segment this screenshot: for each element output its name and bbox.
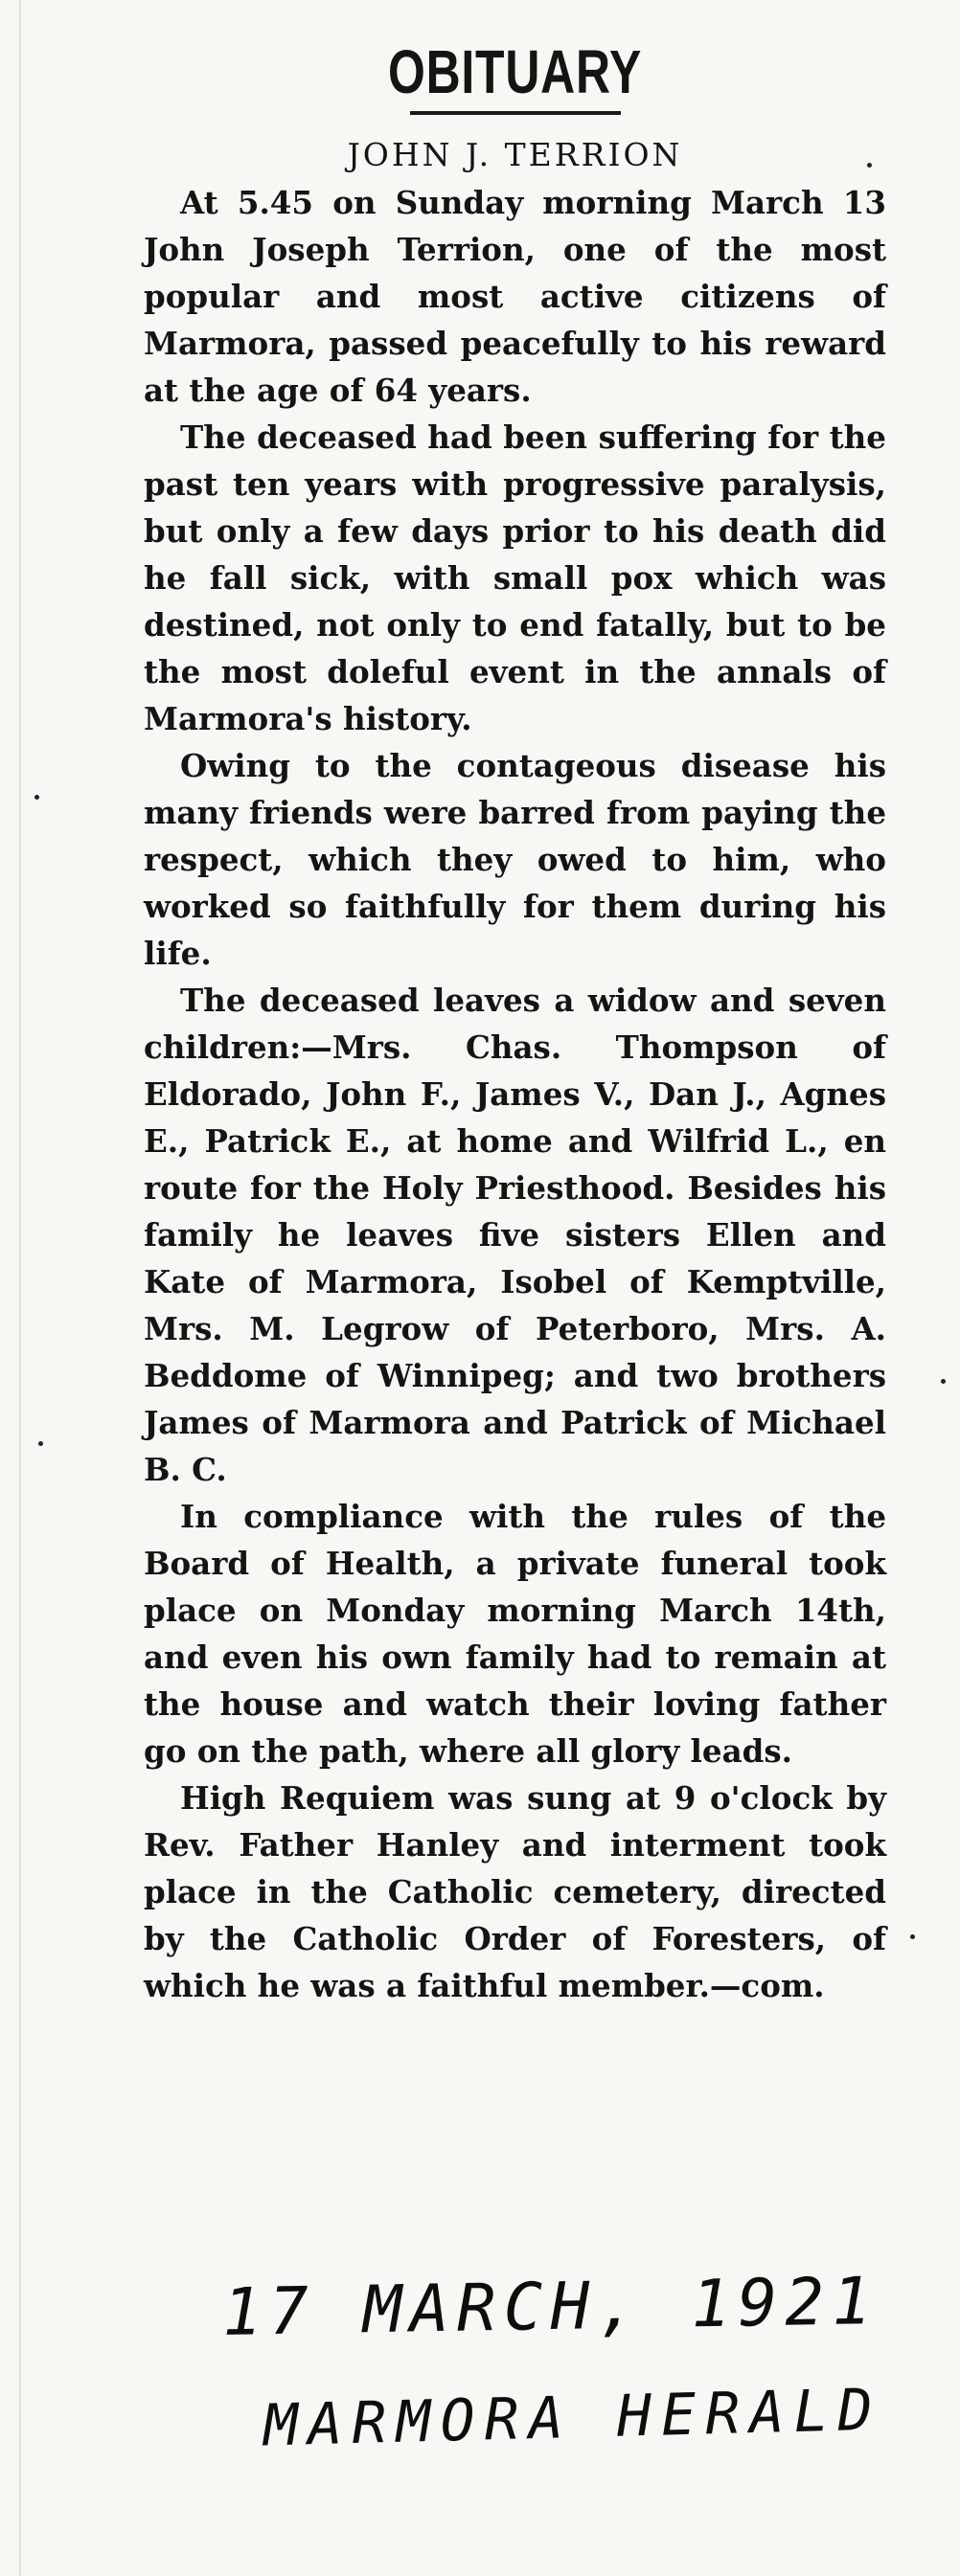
paragraph-5: In compliance with the rules of the Board of Health, a private funeral took place on Monday morning March 14th, and even his own family had to remain at the house and watch their loving father go on the path, where all glory leads. — [144, 1498, 886, 1771]
handwritten-source: MARMORA HERALD — [263, 2376, 883, 2460]
paragraph-1: At 5.45 on Sunday morning March 13 John Joseph Terrion, one of the most popular and most active citizens of Marmora, passed peacefully to his reward at the age of 64 years. — [144, 184, 886, 410]
newspaper-clipping — [144, 38, 886, 2009]
headline: OBITUARY — [387, 37, 643, 106]
scan-speck — [941, 1379, 946, 1384]
scan-edge — [19, 0, 21, 2576]
headline-rule — [410, 111, 621, 115]
paragraph-2: The deceased had been suffering for the past ten years with progressive paralysis, but only a few days prior to his death did he fall sick, with small pox which was destined, not only to end fatally, but to be the most doleful event in the annals of Marmora's history. — [144, 418, 886, 738]
handwritten-date: 17 MARCH, 1921 — [221, 2264, 880, 2351]
paragraph-3: Owing to the contageous disease his many friends were barred from paying the respect, which they owed to him, who worked so faithfully for them during his life. — [144, 747, 886, 973]
scan-speck — [38, 1441, 43, 1446]
paragraph-4: The deceased leaves a widow and seven children:—Mrs. Chas. Thompson of Eldorado, John F., James V., Dan J., Agnes E., Patrick E., at home and Wilfrid L., en route for the Holy Priesthood. Besides his family he leaves five sisters Ellen and Kate of Marmora, Isobel of Kemptville, Mrs. M. Legrow of Peterboro, Mrs. A. Beddome of Winnipeg; and two brothers James of Marmora and Patrick of Michael B. C. — [144, 982, 886, 1489]
scan-speck — [867, 163, 872, 168]
paragraph-6: High Requiem was sung at 9 o'clock by Rev. Father Hanley and interment took place in the Catholic cemetery, directed by the Catholic Order of Foresters, of which he was a faithful member.—com. — [144, 1779, 886, 2005]
deceased-name: JOHN J. TERRION — [347, 136, 683, 174]
scan-speck — [34, 795, 39, 800]
scan-speck — [910, 1934, 915, 1939]
